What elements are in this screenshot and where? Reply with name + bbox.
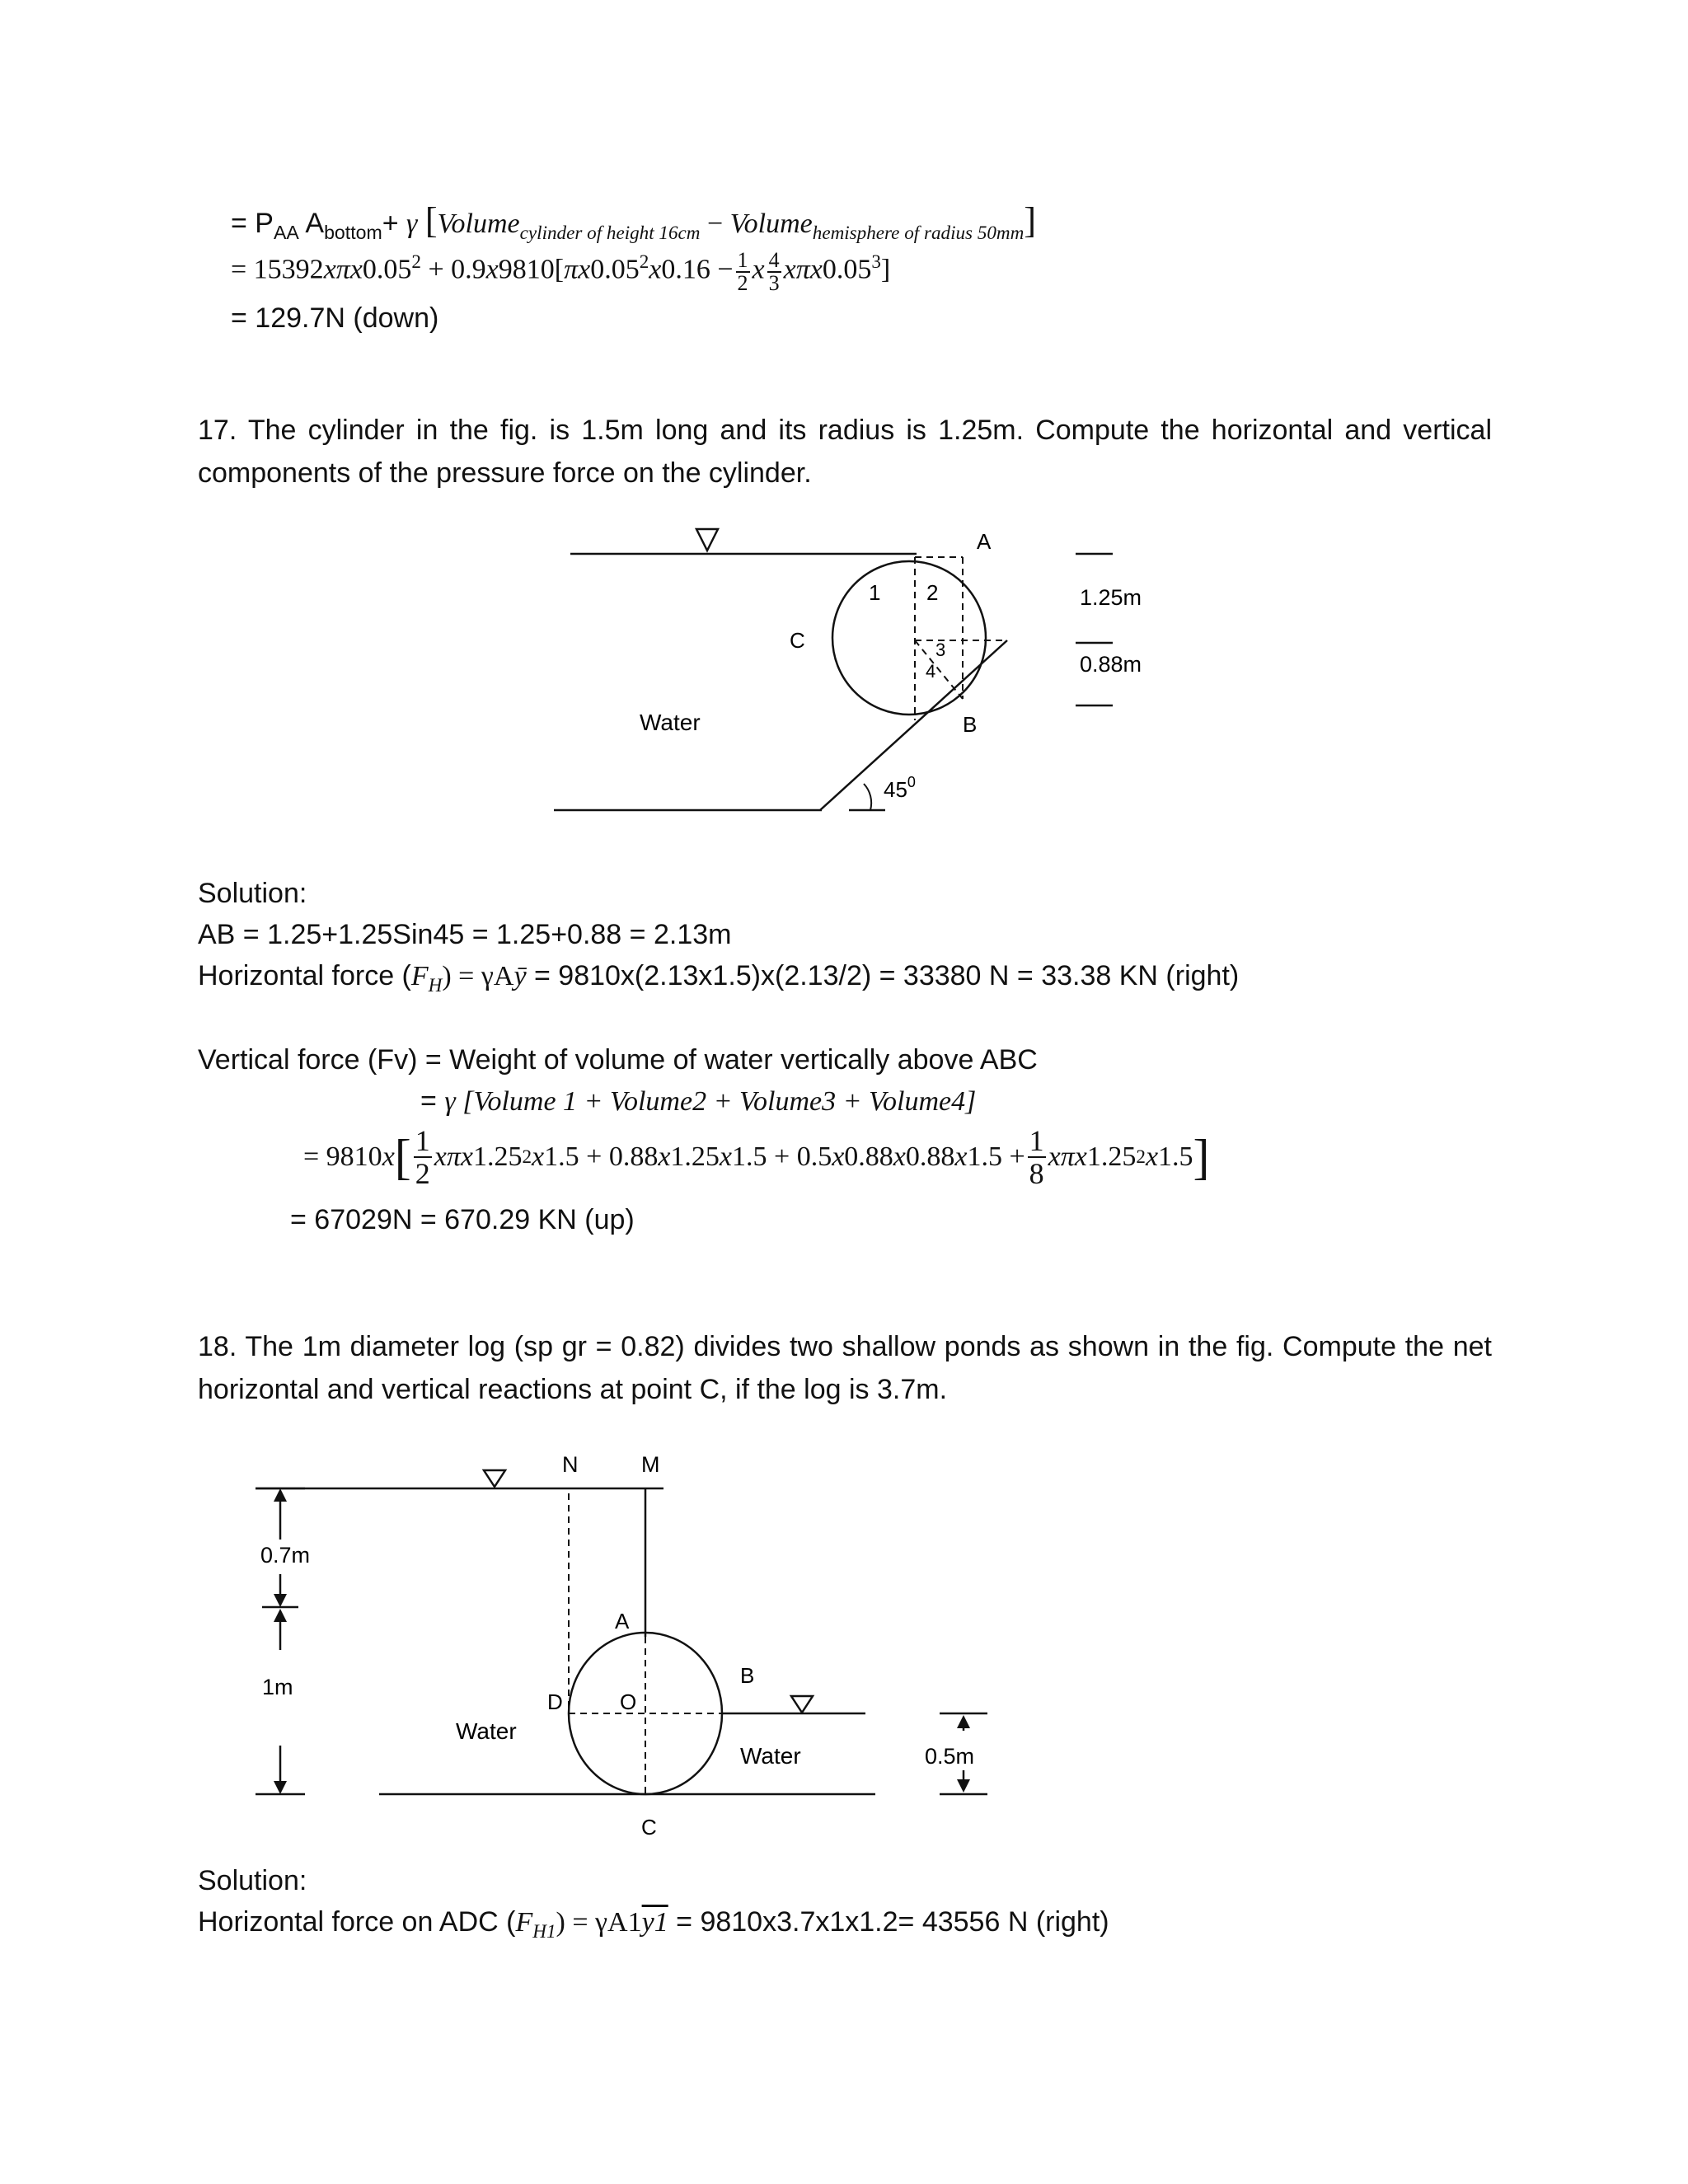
q17-fv-result: = 67029N = 670.29 KN (up) xyxy=(290,1204,635,1235)
figure-17-cylinder xyxy=(0,511,1688,832)
q17-fh-line: Horizontal force $(F_H)$ = γAȳ = 9810x(2.13x1.5)x(2.13/2) = 33380 N = 33.38 KN (right) xyxy=(198,960,1240,996)
question-17-text: 17. The cylinder in the fig. is 1.5m long and its radius is 1.25m. Compute the horizontal and vertical components of the pressure force on the cylinder. xyxy=(198,415,1492,489)
fig18-label-B: B xyxy=(740,1663,755,1688)
top-eq-line1: = $P_{AA}$ $A_{bottom}+ \gamma$ [Volume$_{cylinder of height 16cm}$ − Volume$_{hemisphere of radius 50mm}$] xyxy=(231,200,1036,244)
q17-fv-eq2: = γ [Volume 1 + Volume2 + Volume3 + Volume4] xyxy=(420,1085,977,1117)
water-level-symbol-icon xyxy=(696,529,718,551)
angle-arc xyxy=(864,784,871,810)
q17-fv-eq3: = 9810 x [ $\frac{1}{2}$ xπx 1.25 2 x 1.5 + 0.88 x 1.25 x 1.5 + 0.5 x 0.88 x 0.88 x 1.5 + $\frac{1}{8}$ xπx 1.25 2 x 1.5 ] xyxy=(303,1124,1210,1190)
arrowhead-down-05-icon xyxy=(957,1779,970,1793)
q17-ab-line: AB = 1.25+1.25Sin45 = 1.25+0.88 = 2.13m xyxy=(198,919,732,950)
fig17-water-label: Water xyxy=(640,710,701,735)
fraction-one-half: $\frac{1}{2}$ xyxy=(737,247,748,295)
fig18-dim-07: 0.7m xyxy=(260,1543,311,1568)
q18-solution-label: Solution: xyxy=(198,1865,307,1896)
q18-fh1-line: Horizontal force on ADC $(F_{H1}) = \gamma A1y1 = 9810x3.7x1x1.2= 43556$ N (right) xyxy=(198,1906,1109,1943)
fig18-water-left: Water xyxy=(456,1718,517,1744)
water-level-symbol-left-icon xyxy=(484,1470,505,1487)
fraction-one-eighth: $\frac{1}{8}$ xyxy=(1029,1124,1044,1190)
arrowhead-up-07-icon xyxy=(274,1488,287,1502)
figure-18-log xyxy=(0,1434,1688,1863)
fig17-label-3: 3 xyxy=(935,640,946,660)
fig18-label-C: C xyxy=(641,1815,657,1840)
fig18-label-M: M xyxy=(641,1452,660,1477)
fig18-label-D: D xyxy=(547,1690,563,1714)
fig17-label-1: 1 xyxy=(869,580,881,605)
fig17-label-B: B xyxy=(963,712,978,737)
question-18-text: 18. The 1m diameter log (sp gr = 0.82) divides two shallow ponds as shown in the fig. Compute the net horizontal and vertical reactions at point C, if the log is 3.7m. xyxy=(198,1331,1492,1405)
fig18-water-right: Water xyxy=(740,1743,801,1769)
fraction-one-half: $\frac{1}{2}$ xyxy=(415,1124,430,1190)
fig18-label-O: O xyxy=(620,1690,637,1714)
fig17-dim-125: 1.25m xyxy=(1080,585,1142,610)
fig17-label-A: A xyxy=(977,529,992,554)
fig17-angle-label: $45^0$ xyxy=(884,774,916,802)
arrowhead-down-07-icon xyxy=(274,1594,287,1607)
top-eq-line2: = $15392x\pi x0.05^2 + 0.9x9810[\pi x0.05^2x0.16$ − $\frac{1}{2}$ x $\frac{4}{3}$ xπx0.05$^3$] xyxy=(231,247,891,295)
fig18-label-A: A xyxy=(615,1609,630,1633)
fig18-dim-05: 0.5m xyxy=(925,1744,975,1769)
q17-fv-line: Vertical force (Fv) = Weight of volume of water vertically above ABC xyxy=(198,1044,1038,1076)
water-level-symbol-right-icon xyxy=(791,1696,813,1713)
fraction-four-thirds: $\frac{4}{3}$ xyxy=(768,247,780,295)
fig17-label-C: C xyxy=(790,628,805,653)
q17-solution-label: Solution: xyxy=(198,878,307,909)
fig17-label-2: 2 xyxy=(926,580,939,605)
fig18-dim-1: 1m xyxy=(262,1675,293,1699)
arrowhead-down-1m-icon xyxy=(274,1781,287,1794)
fig17-label-4: 4 xyxy=(926,661,936,682)
fig18-label-N: N xyxy=(562,1452,579,1477)
top-eq-line3: = 129.7N (down) xyxy=(231,302,439,334)
fig17-dim-088: 0.88m xyxy=(1080,652,1142,677)
